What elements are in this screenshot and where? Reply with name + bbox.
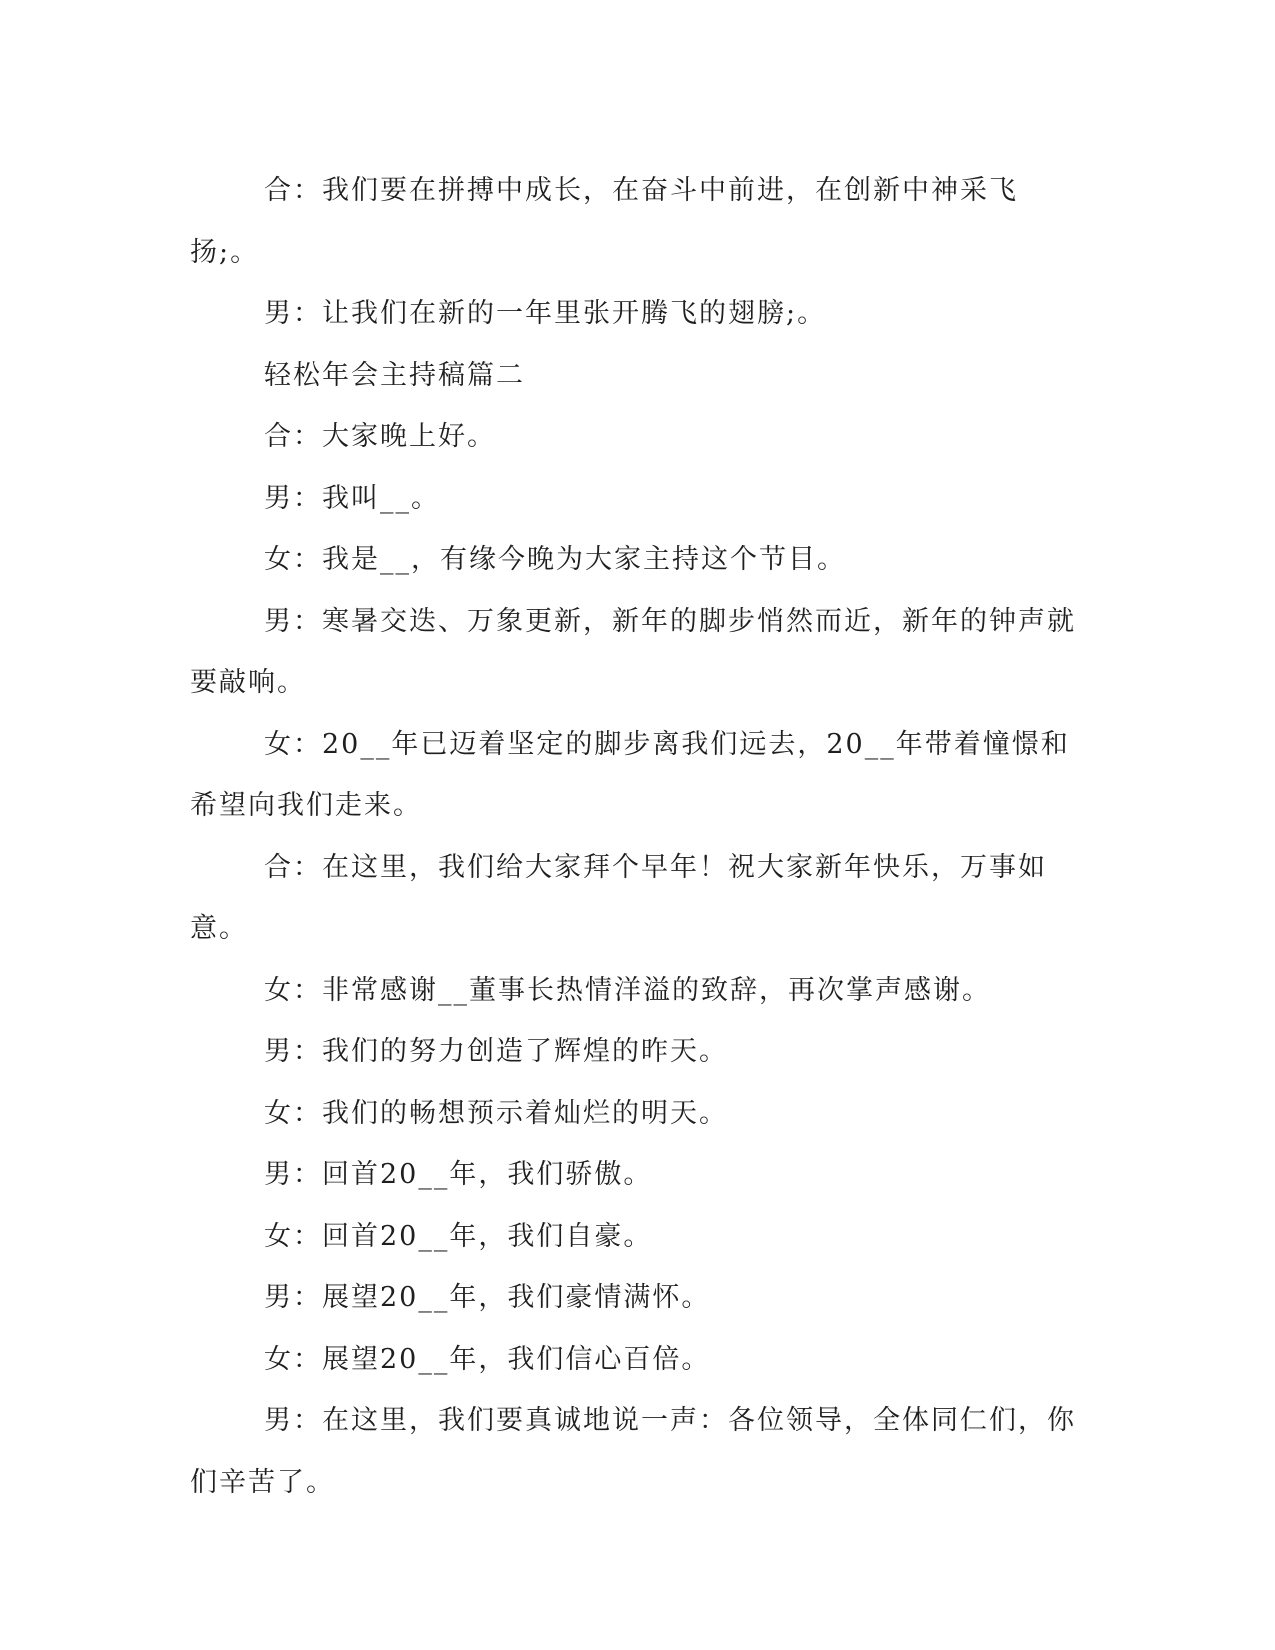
paragraph: 男：寒暑交迭、万象更新，新年的脚步悄然而近，新年的钟声就要敲响。	[190, 605, 1076, 698]
paragraph: 合：在这里，我们给大家拜个早年！祝大家新年快乐，万事如意。	[190, 851, 1047, 944]
section-heading: 轻松年会主持稿篇二	[264, 359, 525, 391]
paragraph: 女：非常感谢__董事长热情洋溢的致辞，再次掌声感谢。	[264, 974, 991, 1006]
paragraph: 女：我们的畅想预示着灿烂的明天。	[264, 1097, 728, 1129]
paragraph: 男：我们的努力创造了辉煌的昨天。	[264, 1036, 728, 1067]
paragraph: 男：让我们在新的一年里张开腾飞的翅膀;。	[264, 298, 827, 329]
paragraph: 女：展望20__年，我们信心百倍。	[264, 1343, 711, 1375]
paragraph: 合：大家晚上好。	[264, 421, 496, 452]
paragraph: 男：在这里，我们要真诚地说一声：各位领导，全体同仁们，你们辛苦了。	[190, 1405, 1076, 1498]
paragraph: 女：我是__，有缘今晚为大家主持这个节目。	[264, 544, 846, 575]
paragraph: 男：展望20__年，我们豪情满怀。	[264, 1282, 711, 1313]
paragraph: 男：我叫__。	[264, 482, 440, 514]
paragraph: 女：回首20__年，我们自豪。	[264, 1220, 653, 1252]
paragraph: 合：我们要在拼搏中成长，在奋斗中前进，在创新中神采飞扬;。	[190, 175, 1018, 268]
paragraph: 女：20__年已迈着坚定的脚步离我们远去，20__年带着憧憬和希望向我们走来。	[190, 728, 1070, 821]
paragraph: 男：回首20__年，我们骄傲。	[264, 1159, 653, 1190]
document-body	[190, 160, 1080, 1513]
